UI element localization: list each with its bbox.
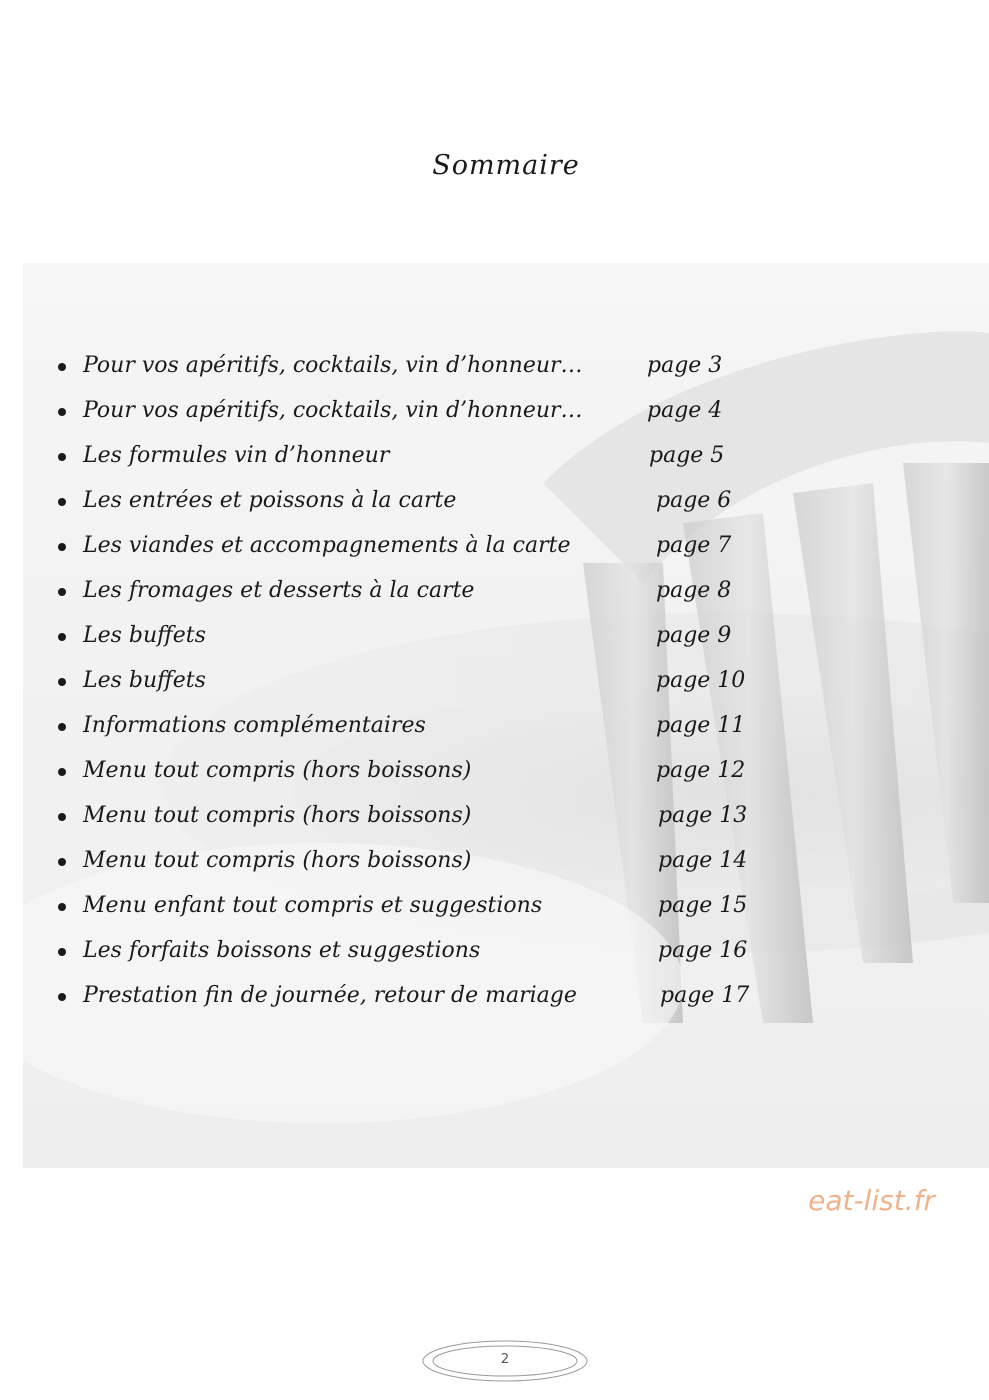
toc-item bbox=[52, 478, 812, 523]
toc-item bbox=[52, 973, 812, 1018]
toc-item-label: Les formules vin d’honneur bbox=[83, 443, 390, 468]
toc-item bbox=[52, 928, 812, 973]
toc-item-page: page 12 bbox=[656, 758, 746, 783]
bullet-icon bbox=[58, 453, 66, 461]
toc-item bbox=[52, 343, 812, 388]
bullet-icon bbox=[58, 498, 66, 506]
bullet-icon bbox=[58, 993, 66, 1001]
toc-item-label: Menu tout compris (hors boissons) bbox=[83, 848, 472, 873]
toc-item-page: page 10 bbox=[656, 668, 746, 693]
toc-item-page: page 9 bbox=[656, 623, 732, 648]
toc-item bbox=[52, 703, 812, 748]
page-title: Sommaire bbox=[432, 150, 580, 181]
toc-item-label: Menu tout compris (hors boissons) bbox=[83, 758, 472, 783]
toc-item-label: Les fromages et desserts à la carte bbox=[83, 578, 475, 603]
toc-item-label: Menu enfant tout compris et suggestions bbox=[83, 893, 543, 918]
toc-item-page: page 13 bbox=[658, 803, 748, 828]
toc-item-label: Les buffets bbox=[83, 623, 206, 648]
toc-item-page: page 3 bbox=[647, 353, 723, 378]
toc-item bbox=[52, 388, 812, 433]
toc-item-page: page 4 bbox=[647, 398, 723, 423]
toc-item-label: Les entrées et poissons à la carte bbox=[83, 488, 457, 513]
bullet-icon bbox=[58, 678, 66, 686]
table-of-contents bbox=[52, 343, 812, 1018]
bullet-icon bbox=[58, 363, 66, 371]
toc-item bbox=[52, 838, 812, 883]
toc-item-label: Les buffets bbox=[83, 668, 206, 693]
toc-item bbox=[52, 793, 812, 838]
toc-item-page: page 7 bbox=[656, 533, 732, 558]
brand-watermark: eat-list.fr bbox=[808, 1184, 935, 1217]
toc-item-page: page 5 bbox=[649, 443, 725, 468]
toc-item-page: page 11 bbox=[656, 713, 746, 738]
bullet-icon bbox=[58, 903, 66, 911]
toc-item bbox=[52, 883, 812, 928]
bullet-icon bbox=[58, 948, 66, 956]
toc-item-label: Pour vos apéritifs, cocktails, vin d’honneur… bbox=[83, 353, 583, 378]
toc-item-page: page 17 bbox=[660, 983, 750, 1008]
toc-item-label: Pour vos apéritifs, cocktails, vin d’honneur… bbox=[83, 398, 583, 423]
toc-item-label: Les viandes et accompagnements à la carte bbox=[83, 533, 571, 558]
bullet-icon bbox=[58, 543, 66, 551]
toc-item-page: page 14 bbox=[658, 848, 748, 873]
toc-item-label: Informations complémentaires bbox=[83, 713, 426, 738]
toc-item-page: page 16 bbox=[658, 938, 748, 963]
toc-item bbox=[52, 748, 812, 793]
toc-item bbox=[52, 568, 812, 613]
toc-item bbox=[52, 433, 812, 478]
toc-item-page: page 8 bbox=[656, 578, 732, 603]
toc-item-page: page 6 bbox=[656, 488, 732, 513]
toc-item-label: Prestation fin de journée, retour de mariage bbox=[83, 983, 577, 1008]
toc-item bbox=[52, 523, 812, 568]
toc-item bbox=[52, 613, 812, 658]
bullet-icon bbox=[58, 408, 66, 416]
bullet-icon bbox=[58, 768, 66, 776]
bullet-icon bbox=[58, 858, 66, 866]
bullet-icon bbox=[58, 723, 66, 731]
toc-item-label: Les forfaits boissons et suggestions bbox=[83, 938, 481, 963]
bullet-icon bbox=[58, 633, 66, 641]
toc-item-page: page 15 bbox=[658, 893, 748, 918]
toc-item-label: Menu tout compris (hors boissons) bbox=[83, 803, 472, 828]
toc-item bbox=[52, 658, 812, 703]
bullet-icon bbox=[58, 588, 66, 596]
page-number: 2 bbox=[500, 1352, 510, 1367]
bullet-icon bbox=[58, 813, 66, 821]
